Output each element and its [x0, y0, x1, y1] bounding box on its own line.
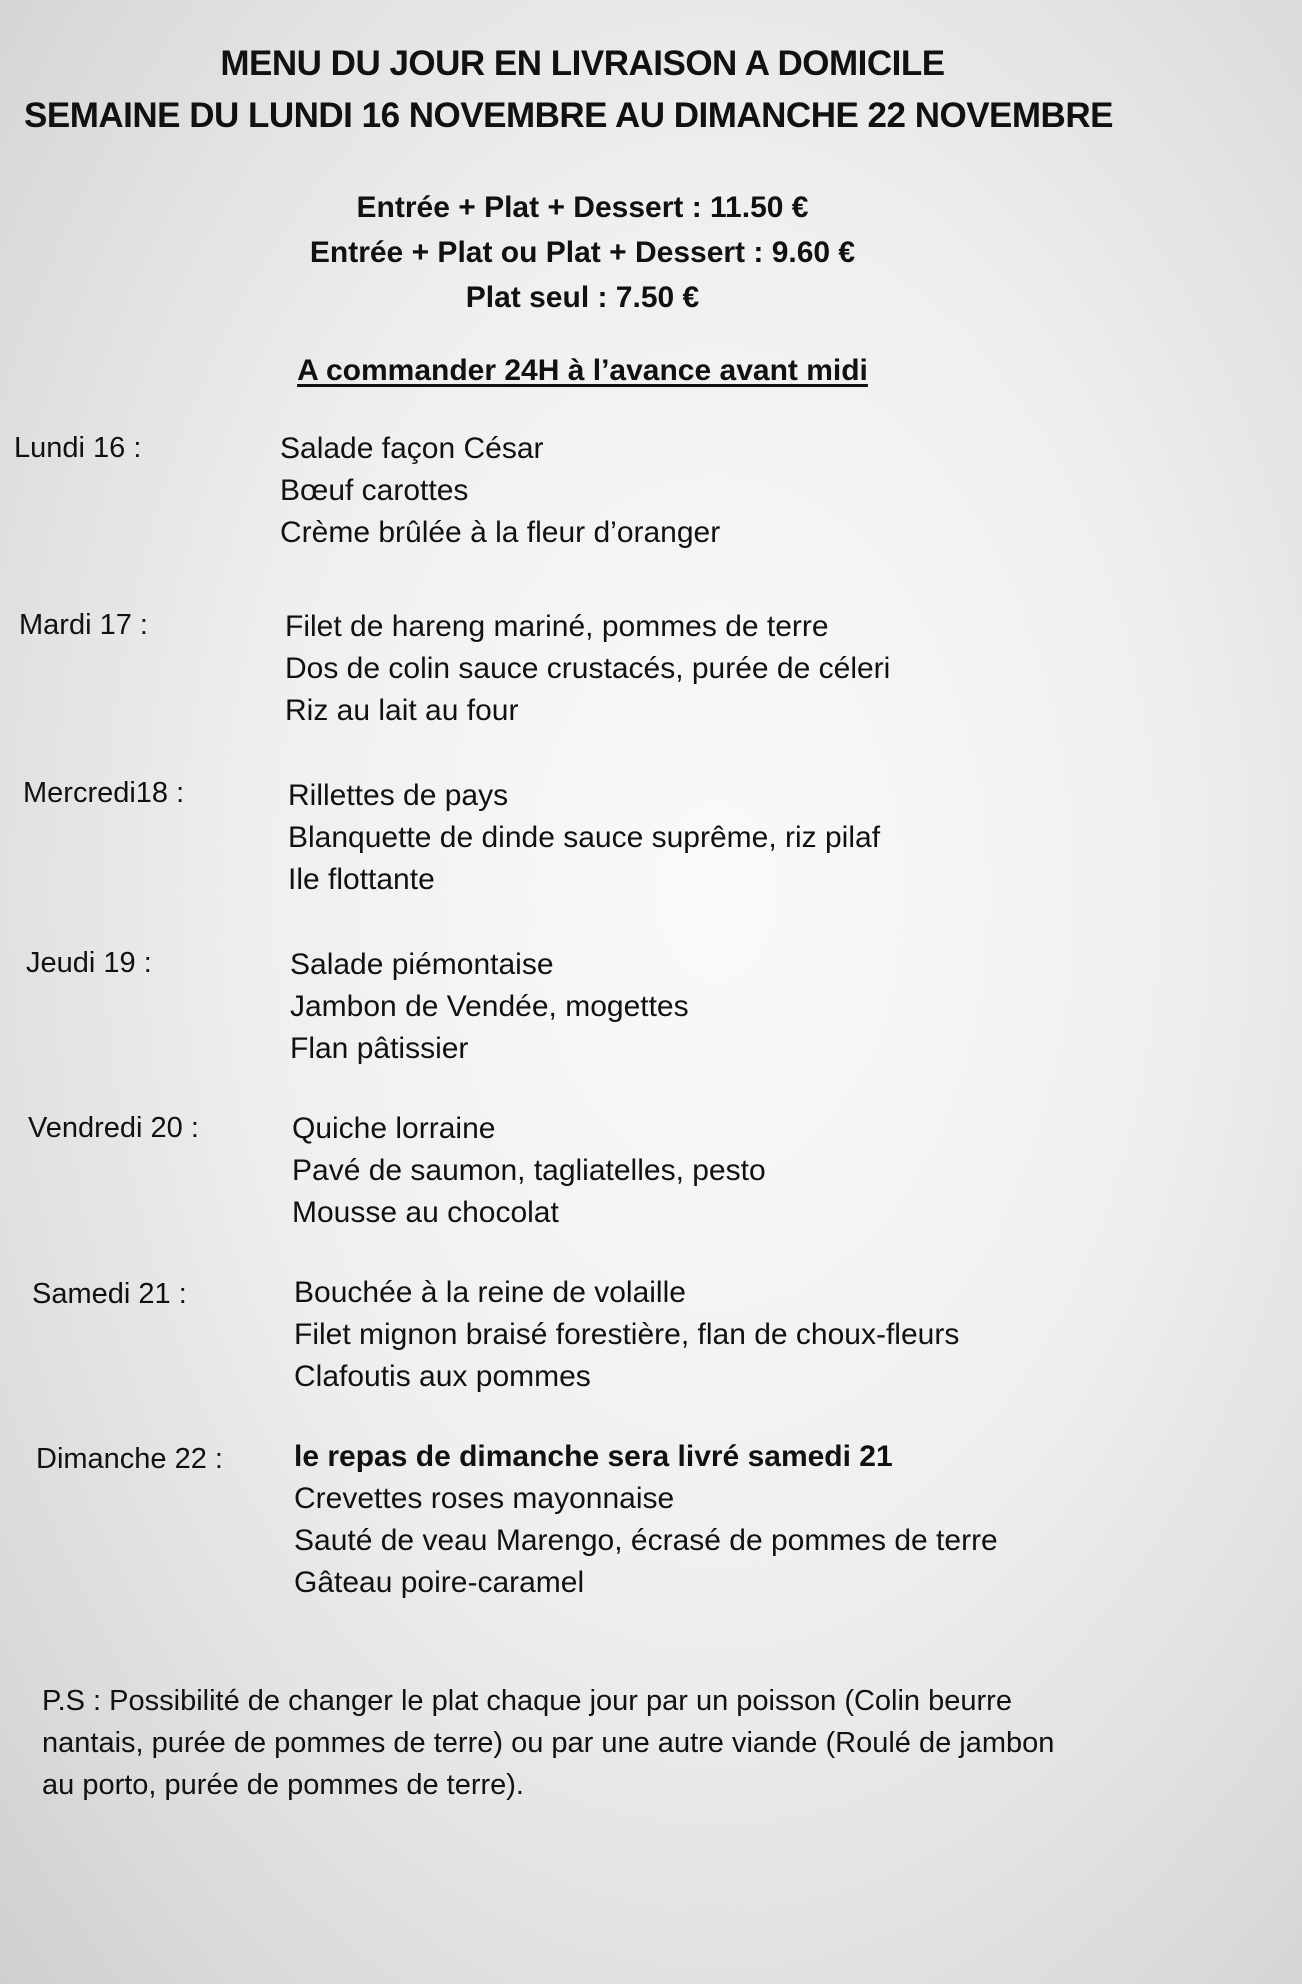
- menu-title: MENU DU JOUR EN LIVRAISON A DOMICILE: [220, 44, 945, 83]
- dish-dessert: Crème brûlée à la fleur d’oranger: [280, 516, 721, 549]
- dish-starter: Crevettes roses mayonnaise: [294, 1482, 675, 1515]
- dish-main: Blanquette de dinde sauce suprême, riz pilaf: [288, 821, 881, 854]
- dish-main: Dos de colin sauce crustacés, purée de céleri: [285, 652, 891, 685]
- postscript-line: au porto, purée de pommes de terre).: [42, 1769, 524, 1801]
- dish-dessert: Ile flottante: [288, 863, 435, 896]
- dish-main: Bœuf carottes: [280, 474, 469, 507]
- dish-main: Jambon de Vendée, mogettes: [290, 990, 689, 1023]
- dish-starter: Salade façon César: [280, 432, 544, 465]
- dish-list-mardi: [285, 606, 890, 732]
- dish-list-vendredi: [292, 1108, 766, 1234]
- dish-list-lundi: [280, 428, 720, 554]
- dish-starter: Salade piémontaise: [290, 948, 554, 981]
- dish-dessert: Riz au lait au four: [285, 694, 519, 727]
- dish-starter: Bouchée à la reine de volaille: [294, 1276, 686, 1309]
- postscript-note: [42, 1680, 1142, 1806]
- dish-list-jeudi: [290, 944, 689, 1070]
- day-label-vendredi: Vendredi 20 :: [28, 1112, 199, 1144]
- sunday-delivery-note: le repas de dimanche sera livré samedi 21: [294, 1440, 893, 1473]
- dish-main: Pavé de saumon, tagliatelles, pesto: [292, 1154, 766, 1187]
- dish-dessert: Flan pâtissier: [290, 1032, 469, 1065]
- dish-list-samedi: [294, 1272, 959, 1398]
- dish-dessert: Clafoutis aux pommes: [294, 1360, 591, 1393]
- day-label-jeudi: Jeudi 19 :: [26, 947, 152, 979]
- dish-main: Filet mignon braisé forestière, flan de choux-fleurs: [294, 1318, 960, 1351]
- dish-starter: Quiche lorraine: [292, 1112, 496, 1145]
- price-full-menu: Entrée + Plat + Dessert : 11.50 €: [356, 191, 809, 224]
- dish-starter: Filet de hareng mariné, pommes de terre: [285, 610, 829, 643]
- order-deadline-note: [0, 354, 1165, 388]
- day-label-mercredi: Mercredi18 :: [23, 777, 185, 809]
- day-label-lundi: Lundi 16 :: [14, 432, 142, 464]
- dish-dessert: Gâteau poire-caramel: [294, 1566, 585, 1599]
- dish-main: Sauté de veau Marengo, écrasé de pommes de terre: [294, 1524, 998, 1557]
- day-label-dimanche: Dimanche 22 :: [36, 1443, 223, 1475]
- dish-list-dimanche: [294, 1436, 998, 1604]
- price-partial-menu: Entrée + Plat ou Plat + Dessert : 9.60 €: [309, 236, 856, 269]
- day-label-samedi: Samedi 21 :: [32, 1278, 187, 1310]
- dish-dessert: Mousse au chocolat: [292, 1196, 559, 1229]
- dish-starter: Rillettes de pays: [288, 779, 509, 812]
- day-label-mardi: Mardi 17 :: [19, 609, 148, 641]
- dish-list-mercredi: [288, 775, 880, 901]
- price-main-only: Plat seul : 7.50 €: [465, 281, 700, 314]
- postscript-line: P.S : Possibilité de changer le plat chaque jour par un poisson (Colin beurre: [42, 1685, 1012, 1717]
- postscript-line: nantais, purée de pommes de terre) ou par une autre viande (Roulé de jambon: [42, 1727, 1055, 1759]
- order-deadline-text: A commander 24H à l’avance avant midi: [297, 354, 868, 387]
- week-subtitle: SEMAINE DU LUNDI 16 NOVEMBRE AU DIMANCHE 22 NOVEMBRE: [24, 96, 1113, 135]
